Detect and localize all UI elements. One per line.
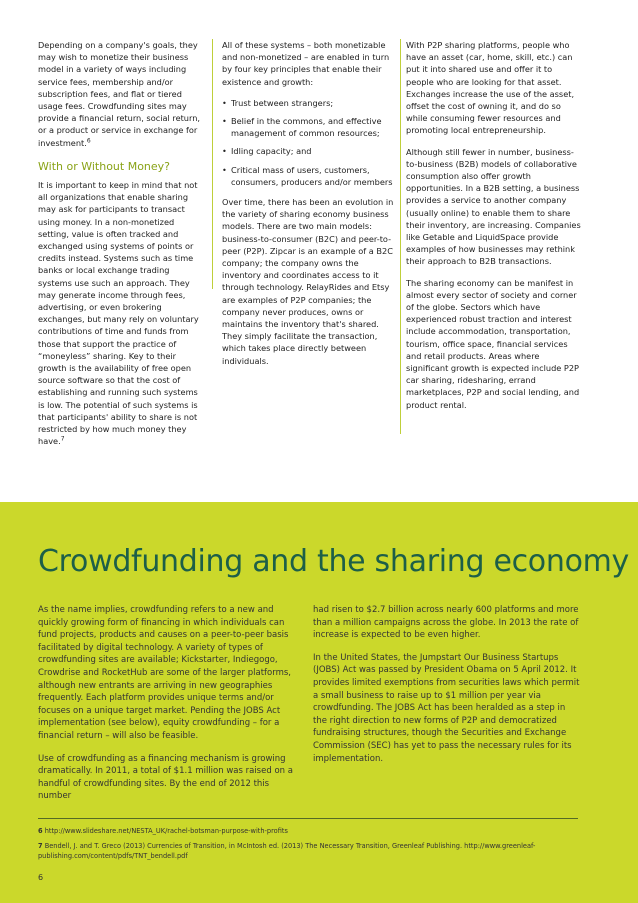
page-number: 6 [38,873,44,882]
paragraph: had risen to $2.7 billion across nearly 600 platforms and more than a million campaigns across the globe. In 2013 the rate of increase is expected to be even higher. [313,605,579,641]
paragraph: As the name implies, crowdfunding refers to a new and quickly growing form of financing in which individuals can fund projects, products and causes on a peer-to-peer basis facilitated by digital technology. A variety of types of crowdfunding sites are available; Kickstarter, Indiegogo, Crowdrise and RocketHub are some of the larger platforms, although new entrants are arriving in new geographies frequently. Each platform provides unique terms and/or focuses on a unique target market. Pending the JOBS Act implementation (see below), equity crowdfunding – for a financial return – will also be feasible. [38,605,291,741]
paragraph: In the United States, the Jumpstart Our Business Startups (JOBS) Act was passed by President Obama on 5 April 2012. It provides limited exemptions from securities laws which permit a small business to raise up to $1 million per year via crowdfunding. The JOBS Act has been heralded as a step in the right direction to new forms of P2P and democratized fundraising structures, though the Securities and Exchange Commission (SEC) has yet to pass the necessary rules for its implementation. [313,652,580,764]
paragraph: Depending on a company's goals, they may wish to monetize their business model in a variety of ways including service fees, membership and/or subscription fees, and flat or tiered usage fees. Crowdfunding sites may provide a financial return, social return, or a product or service in exchange for investment.$^6$ [38,40,201,148]
paragraph: It is important to keep in mind that not all organizations that enable sharing may ask for participants to transact using money. In a non-monetized setting, value is often tracked and exchanged using systems of points or credits instead. Systems such as time banks or local exchange trading systems use such an approach. They may generate income through fees, advertising, or even brokering exchanges, but many rely on voluntary contributions of time and funds from those that support the practice of “moneyless” sharing. Key to their growth is the availability of free open source software so that the cost of establishing and running such systems is low. The potential of such systems is that participants' ability to share is not restricted by how much money they have.$^7$ [38,180,199,447]
section-right-column [313,604,581,775]
principles-list [222,97,394,188]
footnote-number: 6 [38,827,43,835]
section-title: Crowdfunding and the sharing economy [38,544,630,579]
paragraph: Although still fewer in number, business-to-business (B2B) models of collaborative consumption also offer growth opportunities. In a B2B setting, a business provides a service to another company (usually online) to enable them to share their inventory, are increasing. Companies like Getable and LiquidSpace provide examples of how businesses may rethink their approach to B2B transactions. [406,146,581,267]
footnote-ref[interactable]: 6 [86,136,91,144]
footnote [38,826,583,836]
section-left-column [38,604,303,813]
footnote-ref[interactable]: 7 [60,435,65,443]
list-item: • Trust between strangers; [222,97,394,109]
paragraph: With P2P sharing platforms, people who have an asset (car, home, skill, etc.) can put it into shared use and offer it to people who are looking for that asset. Exchanges increase the use of the asset, offset the cost of owning it, and do so while consuming fewer resources and promoting local entrepreneurship. [406,40,575,136]
subheading: With or Without Money? [38,159,171,173]
footnote-text[interactable]: Bendell, J. and T. Greco (2013) Currencies of Transition, in McIntosh ed. (2013) The Necessary Transition, Greenleaf Publishing. http://www.greenleaf-publishing.com/content/pdfs/TNT_bendell.pdf [38,842,536,860]
footnote-link[interactable]: http://www.slideshare.net/NESTA_UK/rachel-botsman-purpose-with-profits [44,827,288,835]
list-item: • Belief in the commons, and effective management of common resources; [222,115,394,139]
column-divider [212,39,213,289]
paragraph: Over time, there has been an evolution in the variety of sharing economy business models. There are two main models: business-to-consumer (B2C) and peer-to-peer (P2P). Zipcar is an example of a B2C company; the company owns the inventory and coordinates access to it through technology. RelayRides and Etsy are examples of P2P companies; the company never produces, owns or maintains the inventory that's shared. They simply facilitate the transaction, which takes place directly between individuals. [222,197,394,366]
column-2 [222,39,394,376]
list-item: • Critical mass of users, customers, consumers, producers and/or members [222,164,394,188]
paragraph: All of these systems – both monetizable and non-monetized – are enabled in turn by four key principles that enable their existence and growth: [222,40,390,87]
footnote-number: 7 [38,842,43,850]
footnote-divider [38,818,578,819]
footnote [38,841,583,861]
column-3 [406,39,581,420]
column-divider [400,39,401,434]
column-1 [38,39,202,457]
paragraph: Use of crowdfunding as a financing mechanism is growing dramatically. In 2011, a total of $1.1 million was raised on a handful of crowdfunding sites. By the end of 2012 this number [38,753,293,802]
paragraph: The sharing economy can be manifest in almost every sector of society and corner of the globe. Sectors which have experienced robust traction and interest include accommodation, transportation, tourism, office space, financial services and retail products. Areas where significant growth is expected include P2P car sharing, ridesharing, errand marketplaces, P2P and social lending, and product rental. [406,277,580,410]
list-item: • Idling capacity; and [222,145,394,157]
